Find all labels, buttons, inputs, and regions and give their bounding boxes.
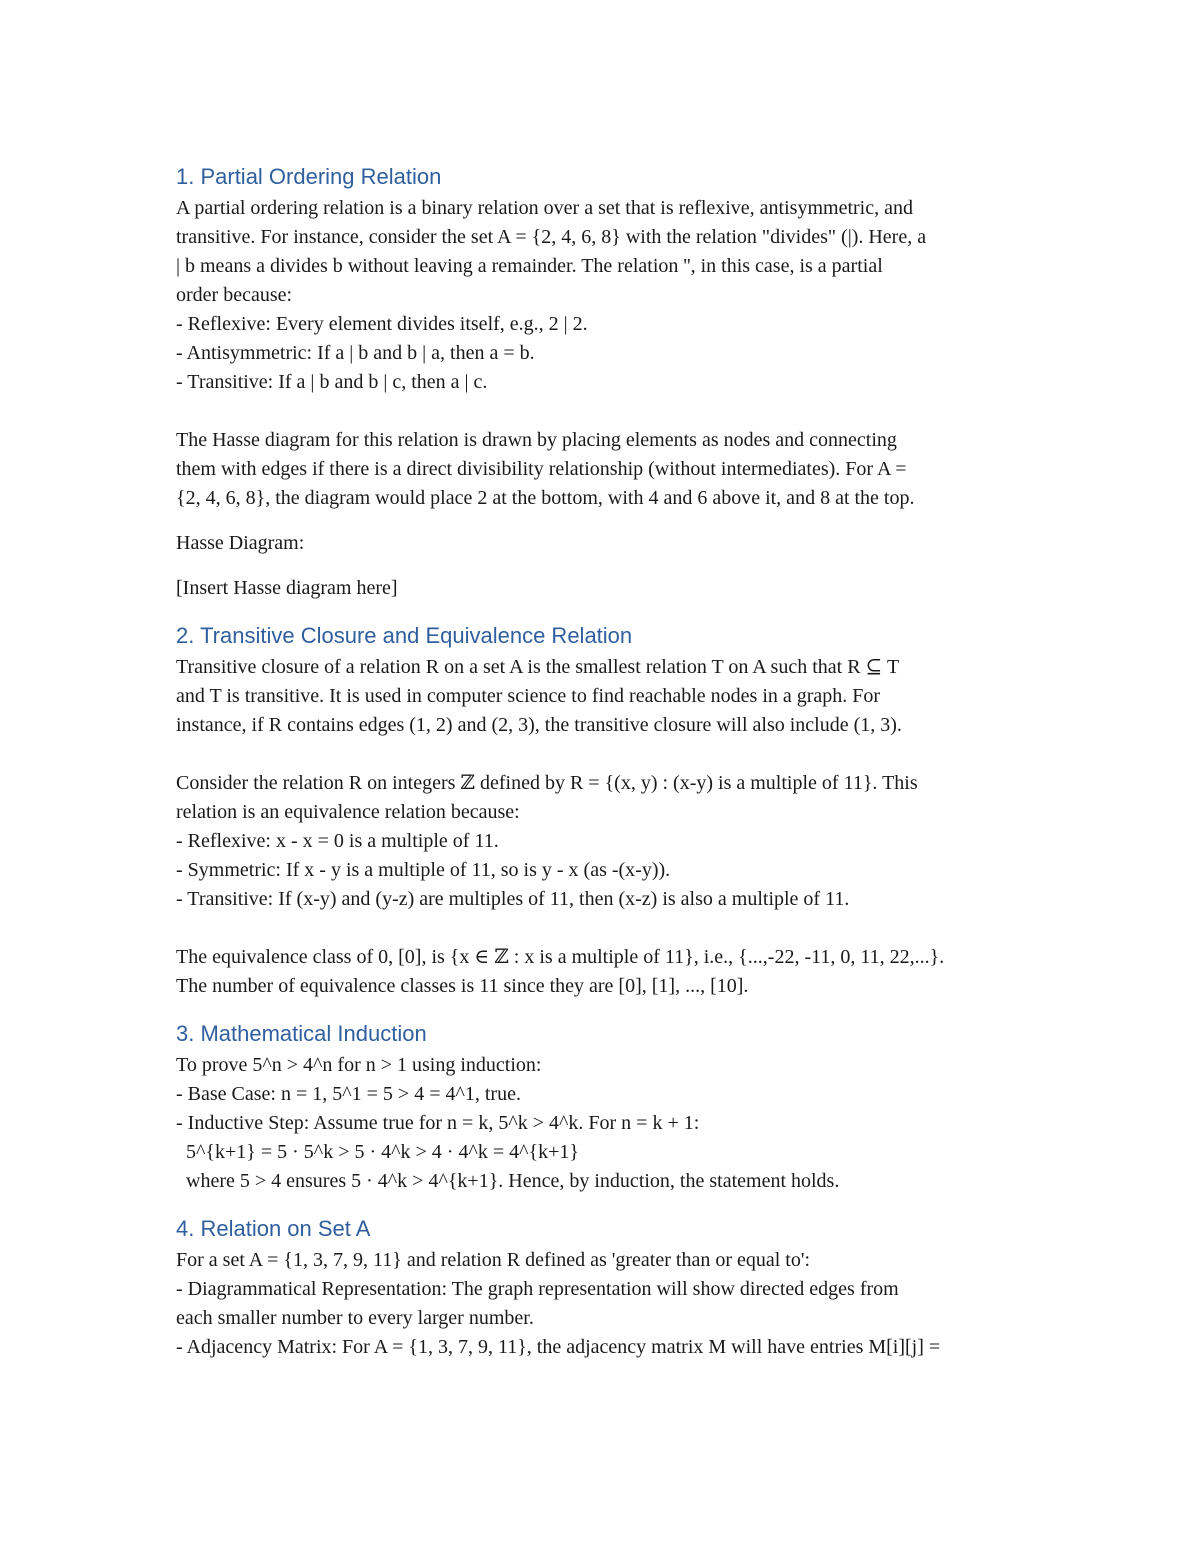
paragraph-line: - Diagrammatical Representation: The graph representation will show directed edges from (176, 1278, 899, 1300)
paragraph-line: - Base Case: n = 1, 5^1 = 5 > 4 = 4^1, true. (176, 1083, 521, 1105)
section-1-hasse-description (176, 426, 1036, 513)
section-3-induction (176, 1051, 1036, 1196)
paragraph-line: - Transitive: If (x-y) and (y-z) are multiples of 11, then (x-z) is also a multiple of 11. (176, 888, 850, 910)
paragraph-line: instance, if R contains edges (1, 2) and (2, 3), the transitive closure will also include (1, 3). (176, 714, 902, 736)
section-2-closure (176, 653, 1036, 740)
paragraph-line: - Adjacency Matrix: For A = {1, 3, 7, 9, 11}, the adjacency matrix M will have entries M[i][j] = (176, 1336, 941, 1358)
paragraph-line: them with edges if there is a direct divisibility relationship (without intermediates). For A = (176, 458, 907, 480)
paragraph-line: - Reflexive: x - x = 0 is a multiple of 11. (176, 830, 499, 852)
paragraph-line: The equivalence class of 0, [0], is {x ∈ ℤ : x is a multiple of 11}, i.e., {...,-22, -11, 0, 11, 22,...}. (176, 946, 945, 968)
section-1-heading: 1. Partial Ordering Relation (176, 164, 442, 189)
section-2-heading: 2. Transitive Closure and Equivalence Relation (176, 623, 633, 648)
paragraph-line: relation is an equivalence relation because: (176, 801, 520, 823)
paragraph-line: The number of equivalence classes is 11 since they are [0], [1], ..., [10]. (176, 975, 749, 997)
paragraph-line: 5^{k+1} = 5 · 5^k > 5 · 4^k > 4 · 4^k = 4^{k+1} (176, 1141, 579, 1163)
section-4-relation (176, 1246, 1036, 1362)
paragraph-line: - Reflexive: Every element divides itself, e.g., 2 | 2. (176, 313, 588, 335)
paragraph-line: - Transitive: If a | b and b | c, then a | c. (176, 371, 488, 393)
section-2-equivalence (176, 769, 1036, 914)
paragraph-line: order because: (176, 284, 293, 306)
paragraph-line: where 5 > 4 ensures 5 · 4^k > 4^{k+1}. Hence, by induction, the statement holds. (176, 1170, 840, 1192)
section-1-intro (176, 194, 1036, 397)
paragraph-line: | b means a divides b without leaving a remainder. The relation '', in this case, is a partial (176, 255, 883, 277)
document-page (176, 160, 1036, 1362)
paragraph-line: To prove 5^n > 4^n for n > 1 using induction: (176, 1054, 542, 1076)
paragraph-line: Consider the relation R on integers ℤ defined by R = {(x, y) : (x-y) is a multiple of 11}. This (176, 772, 918, 794)
paragraph-line: - Symmetric: If x - y is a multiple of 11, so is y - x (as -(x-y)). (176, 859, 671, 881)
section-3-heading: 3. Mathematical Induction (176, 1021, 427, 1046)
paragraph-line: transitive. For instance, consider the set A = {2, 4, 6, 8} with the relation "divides" (|). Here, a (176, 226, 927, 248)
paragraph-line: and T is transitive. It is used in computer science to find reachable nodes in a graph. For (176, 685, 881, 707)
paragraph-line: - Inductive Step: Assume true for n = k, 5^k > 4^k. For n = k + 1: (176, 1112, 700, 1134)
hasse-diagram-placeholder: [Insert Hasse diagram here] (176, 577, 398, 599)
section-2-classes (176, 943, 1036, 1001)
paragraph-line: each smaller number to every larger number. (176, 1307, 534, 1329)
paragraph-line: The Hasse diagram for this relation is drawn by placing elements as nodes and connecting (176, 429, 897, 451)
paragraph-line: Transitive closure of a relation R on a set A is the smallest relation T on A such that R ⊆ T (176, 656, 900, 678)
hasse-diagram-label: Hasse Diagram: (176, 532, 305, 554)
paragraph-line: For a set A = {1, 3, 7, 9, 11} and relation R defined as 'greater than or equal to': (176, 1249, 811, 1271)
paragraph-line: {2, 4, 6, 8}, the diagram would place 2 at the bottom, with 4 and 6 above it, and 8 at the top. (176, 487, 915, 509)
section-4-heading: 4. Relation on Set A (176, 1216, 371, 1241)
paragraph-line: A partial ordering relation is a binary relation over a set that is reflexive, antisymmetric, and (176, 197, 913, 219)
paragraph-line: - Antisymmetric: If a | b and b | a, then a = b. (176, 342, 535, 364)
